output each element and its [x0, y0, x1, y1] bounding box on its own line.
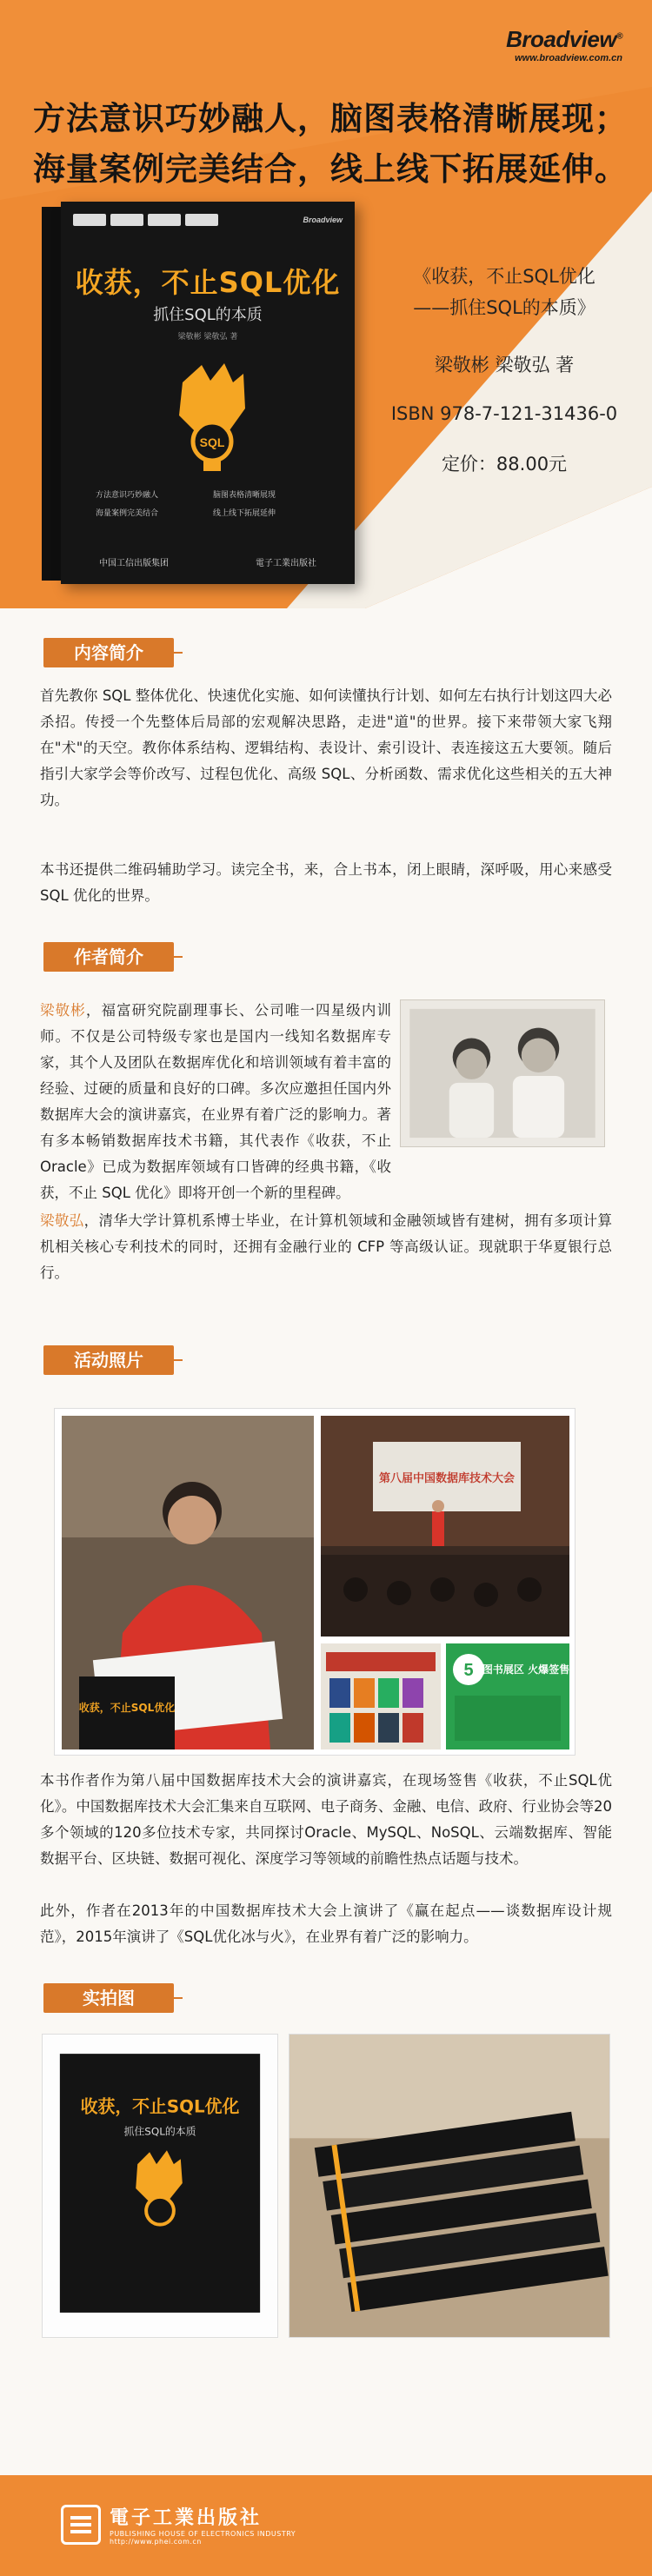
author-2-bio: 梁敬弘，清华大学计算机系博士毕业，在计算机领域和金融领域皆有建树，拥有多项计算机相关核心专利技术的同时，还拥有金融行业的 CFP 等高级认证。现就职于华夏银行总行。: [40, 1212, 613, 1281]
authors-childhood-photo: [400, 999, 605, 1147]
bookshelf-display-photo: [321, 1643, 441, 1749]
footer-publisher-en: PUBLISHING HOUSE OF ELECTRONICS INDUSTRY: [110, 2530, 296, 2538]
svg-text:收获，不止SQL优化: 收获，不止SQL优化: [80, 2096, 240, 2117]
svg-text:第八届中国数据库技术大会: 第八届中国数据库技术大会: [378, 1472, 516, 1485]
phei-logo: [61, 2503, 296, 2546]
section-heading-photos: 活动照片: [43, 1345, 174, 1375]
intro-paragraph-2: 本书还提供二维码辅助学习。读完全书，来，合上书本，闭上眼睛，深呼吸，用心来感受 SQL 优化的世界。: [40, 861, 612, 904]
cover-bullet: 线上线下拓展延伸: [213, 509, 276, 518]
svg-text:SQL: SQL: [199, 435, 225, 449]
broadview-logo: Broadview® www.broadview.com.cn: [506, 26, 622, 63]
phei-mark-icon: [61, 2505, 101, 2545]
author-1-bio: 梁敬彬，福富研究院副理事长、公司唯一四星级内训师。不仅是公司特级专家也是国内一线知名数据库专家，其个人及团队在数据库优化和培训领域有着丰富的经验、过硬的质量和良好的口碑。多次应邀担任国内外数据库大会的演讲嘉宾，在业界有着广泛的影响力。著有多本畅销数据库技术书籍，其代表作《收获，不止 Oracle》已成为数据库领域有口皆碑的经典书籍，《收获，不止 SQL 优化》即将开创一个新的里程碑。: [40, 1002, 392, 1201]
cover-authors: 梁敬彬 梁敬弘 著: [177, 333, 238, 342]
svg-text:图书展区 火爆签售: 图书展区 火爆签售: [482, 1663, 569, 1676]
svg-text:抓住SQL的本质: 抓住SQL的本质: [123, 2125, 196, 2138]
book-title-line-2: ——抓住SQL的本质》: [413, 297, 595, 318]
real-photo-stack: [289, 2034, 610, 2338]
event-paragraph-1: 本书作者作为第八届中国数据库技术大会的演讲嘉宾，在现场签售《收获，不止SQL优化》。中国数据库技术大会汇集来自互联网、电子商务、金融、电信、政府、行业协会等20多个领域的120多位技术专家，共同探讨Oracle、MySQL、NoSQL、云端数据库、智能数据平台、区块链、数据可视化、深度学习等领域的前瞻性热点话题与技术。: [40, 1772, 612, 1867]
cover-partner-logos: [73, 214, 218, 226]
section-heading-real-photos: 实拍图: [43, 1983, 174, 2013]
slogan-line-2: 海量案例完美结合，线上线下拓展延伸。: [33, 150, 628, 188]
book-spine: [42, 207, 63, 581]
footer-publisher-name: 電子工業出版社: [110, 2507, 263, 2529]
lightbulb-hand-icon: [148, 348, 269, 478]
cover-subtitle: 抓住SQL的本质: [153, 306, 263, 324]
brand-url: www.broadview.com.cn: [515, 53, 622, 63]
cover-bottom-logos: [99, 555, 316, 568]
cover-bullet: 海量案例完美结合: [96, 509, 159, 518]
slogan-line-1: 方法意识巧妙融人，脑图表格清晰展现；: [33, 100, 628, 137]
intro-paragraph-1: 首先教你 SQL 整体优化、快速优化实施、如何读懂执行计划、如何左右执行计划这四大必杀招。传授一个先整体后局部的宏观解决思路，走进"道"的世界。接下来带领大家飞翔在"术"的天空。教你体系结构、逻辑结构、表设计、索引设计、表连接这五大要领。随后指引大家学会等价改写、过程包优化、高级 SQL、分析函数、需求优化这些相关的五大神功。: [40, 687, 612, 808]
book-price: 定价：88.00元: [441, 454, 568, 475]
author-1-name: 梁敬彬: [40, 1002, 86, 1019]
cover-title: 收获，不止SQL优化: [75, 266, 341, 299]
book-authors: 梁敬彬 梁敬弘 著: [434, 355, 575, 375]
author-2-name: 梁敬弘: [40, 1212, 84, 1229]
book-info: [374, 261, 635, 476]
book-cover-image: [42, 202, 355, 584]
book-title-line-1: 《收获，不止SQL优化: [413, 266, 595, 287]
event-paragraph-2: 此外，作者在2013年的中国数据库技术大会上演讲了《赢在起点——谈数据库设计规范》，2015年演讲了《SQL优化冰与火》，在业界有着广泛的影响力。: [40, 1902, 612, 1945]
signing-photo: [62, 1416, 314, 1749]
main-content: [0, 608, 652, 2475]
cover-bullet: 方法意识巧妙融人: [96, 491, 159, 500]
booth-sign-photo: [446, 1643, 569, 1749]
section-heading-intro: 内容简介: [43, 638, 174, 667]
event-photo-collage: [54, 1408, 575, 1756]
cover-publisher-mark: Broadview: [303, 216, 343, 224]
svg-text:收获，不止SQL优化: 收获，不止SQL优化: [78, 1702, 176, 1714]
book-isbn: ISBN 978-7-121-31436-0: [390, 403, 618, 424]
section-heading-authors: 作者简介: [43, 942, 174, 972]
cover-bullet-list: [96, 488, 322, 518]
footer-url: http://www.phei.com.cn: [110, 2538, 202, 2546]
cover-publisher-logo: 電子工業出版社: [256, 559, 316, 568]
footer-bar: [0, 2475, 652, 2576]
real-photo-cover: [42, 2034, 278, 2338]
cover-bullet: 脑图表格清晰展现: [213, 491, 276, 500]
cover-group-logo: 中国工信出版集团: [99, 559, 169, 568]
book-cover: [61, 202, 355, 584]
slogan: [33, 94, 628, 195]
svg-text:5: 5: [463, 1661, 474, 1680]
conference-stage-photo: [321, 1416, 569, 1637]
hero-banner: [0, 0, 652, 608]
